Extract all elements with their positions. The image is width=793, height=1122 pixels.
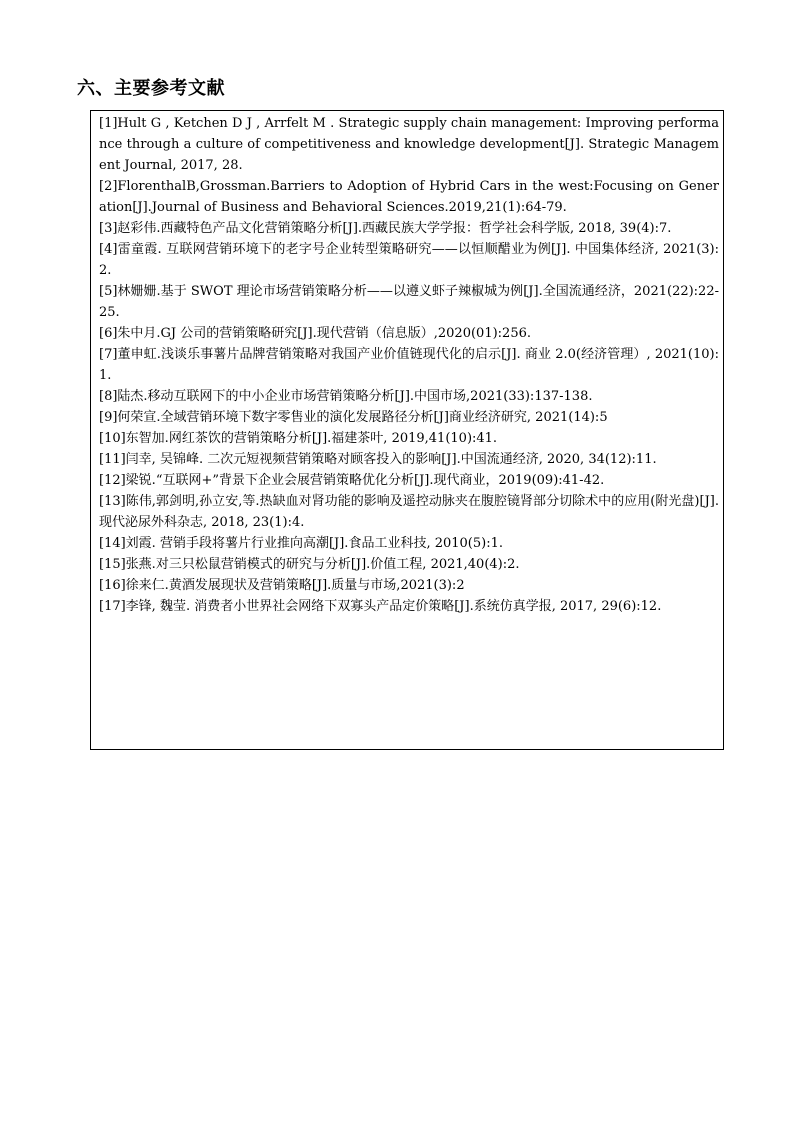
reference-item-9: [9]何荣宣.全域营销环境下数字零售业的演化发展路径分析[J]商业经济研究, 2021(14):5 xyxy=(99,410,608,425)
reference-list xyxy=(99,113,719,617)
reference-item-16: [16]徐来仁.黄酒发展现状及营销策略[J].质量与市场,2021(3):2 xyxy=(99,578,465,593)
reference-item-2: [2]FlorenthalB,Grossman.Barriers to Adoption of Hybrid Cars in the west:Focusing on Generation[J].Journal of Business and Behavioral Sciences.2019,21(1):64-79. xyxy=(99,179,719,215)
reference-item-6: [6]朱中月.GJ 公司的营销策略研究[J].现代营销（信息版）,2020(01):256. xyxy=(99,326,531,341)
reference-item-1: [1]Hult G , Ketchen D J , Arrfelt M . Strategic supply chain management: Improving performance through a culture of competitiveness and knowledge development[J]. Strategic Management Journal, 2017, 28. xyxy=(99,116,719,173)
reference-item-4: [4]雷童霞. 互联网营销环境下的老字号企业转型策略研究——以恒顺醋业为例[J]. 中国集体经济, 2021(3):2. xyxy=(99,242,719,278)
reference-item-8: [8]陆杰.移动互联网下的中小企业市场营销策略分析[J].中国市场,2021(33):137-138. xyxy=(99,389,593,404)
references-box xyxy=(90,110,724,750)
reference-item-5: [5]林姗姗.基于 SWOT 理论市场营销策略分析——以遵义虾子辣椒城为例[J].全国流通经济，2021(22):22-25. xyxy=(99,284,719,320)
reference-item-11: [11]闫幸, 吴锦峰. 二次元短视频营销策略对顾客投入的影响[J].中国流通经济, 2020, 34(12):11. xyxy=(99,452,657,467)
reference-item-14: [14]刘霞. 营销手段将薯片行业推向高潮[J].食品工业科技, 2010(5):1. xyxy=(99,536,503,551)
reference-item-12: [12]梁锐.“互联网+”背景下企业会展营销策略优化分析[J].现代商业，2019(09):41-42. xyxy=(99,473,605,488)
reference-item-17: [17]李锋, 魏莹. 消费者小世界社会网络下双寡头产品定价策略[J].系统仿真学报, 2017, 29(6):12. xyxy=(99,599,662,614)
section-heading: 六、主要参考文献 xyxy=(77,78,225,99)
reference-item-13: [13]陈伟,郭剑明,孙立安,等.热缺血对肾功能的影响及遥控动脉夹在腹腔镜肾部分切除术中的应用(附光盘)[J]. 现代泌尿外科杂志, 2018, 23(1):4. xyxy=(99,494,719,530)
reference-item-3: [3]赵彩伟.西藏特色产品文化营销策略分析[J].西藏民族大学学报：哲学社会科学版, 2018, 39(4):7. xyxy=(99,221,672,236)
reference-item-10: [10]东智加.网红茶饮的营销策略分析[J].福建茶叶, 2019,41(10):41. xyxy=(99,431,498,446)
reference-item-15: [15]张燕.对三只松鼠营销模式的研究与分析[J].价值工程, 2021,40(4):2. xyxy=(99,557,520,572)
reference-item-7: [7]董申虹.浅谈乐事薯片品牌营销策略对我国产业价值链现代化的启示[J]. 商业 2.0(经济管理）, 2021(10):1. xyxy=(99,347,719,383)
